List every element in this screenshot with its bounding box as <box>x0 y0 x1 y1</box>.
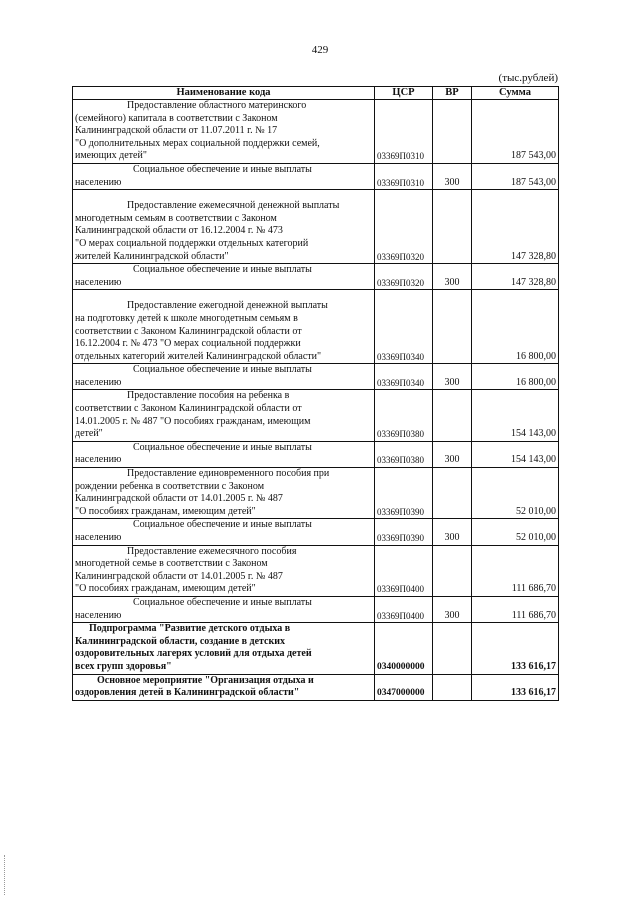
table-row <box>73 674 559 700</box>
row-name-line: Социальное обеспечение и иные выплаты <box>133 163 312 175</box>
row-name-first-line <box>75 442 372 455</box>
row-name-line: оздоровления детей в Калининградской области" <box>75 687 300 699</box>
row-name <box>73 190 375 264</box>
budget-table <box>72 86 559 701</box>
row-vr-code: 300 <box>433 163 472 189</box>
row-name-line: детей" <box>75 428 103 440</box>
row-sum: 111 686,70 <box>472 545 559 596</box>
table-row <box>73 100 559 164</box>
row-name-first-line <box>75 264 372 277</box>
row-name-line: Основное мероприятие "Организация отдыха и <box>97 674 314 686</box>
row-csr-code: 03369П0400 <box>375 545 433 596</box>
row-name-line: рождении ребенка в соответствии с Законом <box>75 480 265 492</box>
row-sum: 133 616,17 <box>472 623 559 674</box>
row-csr-code: 03369П0390 <box>375 519 433 545</box>
row-name <box>73 674 375 700</box>
row-name-line: Предоставление областного материнского <box>127 100 307 111</box>
row-name-line: многодетным семьям в соответствии с Законом <box>75 212 277 224</box>
row-name-line: отдельных категорий жителей Калининградской области" <box>75 350 322 362</box>
row-sum: 16 800,00 <box>472 290 559 364</box>
row-name-line: оздоровительных лагерях условий для отдыха детей <box>75 648 312 660</box>
row-name <box>73 264 375 290</box>
row-name <box>73 290 375 364</box>
row-name-line: Калининградской области от 14.01.2005 г. № 487 <box>75 570 283 582</box>
row-sum: 111 686,70 <box>472 596 559 622</box>
row-csr-code: 03369П0340 <box>375 364 433 390</box>
row-name <box>73 390 375 441</box>
row-name-first-line <box>75 623 372 636</box>
row-vr-code <box>433 468 472 519</box>
row-name-first-line <box>75 519 372 532</box>
row-name <box>73 468 375 519</box>
table-row <box>73 545 559 596</box>
row-name-line: Калининградской области от 14.01.2005 г. № 487 <box>75 493 283 505</box>
row-name-line: 16.12.2004 г. № 473 "О мерах социальной поддержки <box>75 338 301 350</box>
row-name <box>73 364 375 390</box>
table-row <box>73 468 559 519</box>
row-name-first-line <box>75 364 372 377</box>
row-vr-code: 300 <box>433 596 472 622</box>
row-name-line: Социальное обеспечение и иные выплаты <box>133 364 312 376</box>
units-label: (тыс.рублей) <box>498 72 558 84</box>
row-name-line <box>75 290 372 300</box>
row-name-line: (семейного) капитала в соответствии с Законом <box>75 112 278 124</box>
row-name-line: Социальное обеспечение и иные выплаты <box>133 596 312 608</box>
header-csr: ЦСР <box>375 87 433 100</box>
row-vr-code: 300 <box>433 264 472 290</box>
row-name-line: населению <box>75 276 122 288</box>
row-name-first-line <box>75 164 372 177</box>
row-name-line: "О пособиях гражданам, имеющим детей" <box>75 583 256 595</box>
row-name-line: Социальное обеспечение и иные выплаты <box>133 441 312 453</box>
row-name-line: Предоставление единовременного пособия при <box>127 468 330 480</box>
row-name-first-line <box>75 546 372 559</box>
row-name-line: Социальное обеспечение и иные выплаты <box>133 519 312 531</box>
row-csr-code: 03369П0340 <box>375 290 433 364</box>
row-vr-code <box>433 100 472 164</box>
row-name-line: Калининградской области от 11.07.2011 г. № 17 <box>75 125 278 137</box>
row-name-line: Подпрограмма "Развитие детского отдыха в <box>89 623 291 635</box>
row-sum: 147 328,80 <box>472 190 559 264</box>
margin-mark <box>4 855 6 895</box>
row-csr-code: 03369П0380 <box>375 390 433 441</box>
table-header-row <box>73 87 559 100</box>
row-name-line <box>75 190 372 200</box>
row-name-first-line <box>75 468 372 481</box>
row-name-line: "О пособиях гражданам, имеющим детей" <box>75 505 256 517</box>
row-name-line: Социальное обеспечение и иные выплаты <box>133 264 312 276</box>
row-name-line: имеющих детей" <box>75 150 147 162</box>
row-sum: 187 543,00 <box>472 100 559 164</box>
row-vr-code: 300 <box>433 519 472 545</box>
row-name <box>73 623 375 674</box>
row-sum: 52 010,00 <box>472 468 559 519</box>
row-csr-code: 03369П0310 <box>375 163 433 189</box>
row-name-line: населению <box>75 609 122 621</box>
row-csr-code: 03369П0310 <box>375 100 433 164</box>
row-name-line: соответствии с Законом Калининградской области от <box>75 325 302 337</box>
row-csr-code: 03369П0390 <box>375 468 433 519</box>
row-vr-code <box>433 623 472 674</box>
table-row <box>73 264 559 290</box>
table-row <box>73 190 559 264</box>
table-row <box>73 623 559 674</box>
row-csr-code: 03369П0320 <box>375 264 433 290</box>
row-name-line: Предоставление пособия на ребенка в <box>127 390 290 402</box>
row-sum: 133 616,17 <box>472 674 559 700</box>
row-name-line: Предоставление ежемесячного пособия <box>127 545 297 557</box>
row-name-first-line <box>75 390 372 403</box>
row-sum: 154 143,00 <box>472 441 559 467</box>
row-name-line: соответствии с Законом Калининградской области от <box>75 403 302 415</box>
row-name-line: Калининградской области от 16.12.2004 г. № 473 <box>75 225 283 237</box>
row-vr-code <box>433 674 472 700</box>
row-name <box>73 441 375 467</box>
row-name-line: на подготовку детей к школе многодетным семьям в <box>75 312 298 324</box>
row-name-line: населению <box>75 176 122 188</box>
row-name-first-line <box>75 675 372 688</box>
row-name-line: всех групп здоровья" <box>75 660 172 672</box>
row-sum: 16 800,00 <box>472 364 559 390</box>
header-vr: ВР <box>433 87 472 100</box>
row-name-line: жителей Калининградской области" <box>75 250 229 262</box>
row-name-line: населению <box>75 532 122 543</box>
table-row <box>73 163 559 189</box>
row-vr-code: 300 <box>433 364 472 390</box>
header-name: Наименование кода <box>73 87 375 100</box>
page-number: 429 <box>311 44 329 56</box>
row-csr-code: 03369П0400 <box>375 596 433 622</box>
row-name-first-line <box>75 200 372 213</box>
table-row <box>73 390 559 441</box>
row-csr-code: 0347000000 <box>375 674 433 700</box>
header-sum: Сумма <box>472 87 559 100</box>
row-csr-code: 0340000000 <box>375 623 433 674</box>
row-vr-code <box>433 545 472 596</box>
row-name-line: "О дополнительных мерах социальной поддержки семей, <box>75 137 320 149</box>
table-body <box>73 100 559 701</box>
row-vr-code <box>433 290 472 364</box>
row-name-line: Предоставление ежегодной денежной выплаты <box>127 300 328 312</box>
row-csr-code: 03369П0320 <box>375 190 433 264</box>
row-name <box>73 163 375 189</box>
row-name-line: "О мерах социальной поддержки отдельных категорий <box>75 237 309 249</box>
row-name-line: Калининградской области, создание в детских <box>75 635 286 647</box>
table-row <box>73 519 559 545</box>
table-row <box>73 596 559 622</box>
row-name-line: Предоставление ежемесячной денежной выплаты <box>127 200 340 212</box>
row-sum: 154 143,00 <box>472 390 559 441</box>
row-name-line: населению <box>75 376 122 388</box>
row-name <box>73 100 375 164</box>
row-vr-code <box>433 190 472 264</box>
row-sum: 187 543,00 <box>472 163 559 189</box>
row-csr-code: 03369П0380 <box>375 441 433 467</box>
row-name-first-line <box>75 597 372 610</box>
row-name <box>73 519 375 545</box>
row-name-line: населению <box>75 454 122 466</box>
table-row <box>73 290 559 364</box>
row-sum: 52 010,00 <box>472 519 559 545</box>
row-name-first-line <box>75 300 372 313</box>
table-row <box>73 364 559 390</box>
row-name-line: 14.01.2005 г. № 487 "О пособиях гражданам, имеющим <box>75 415 311 427</box>
table-row <box>73 441 559 467</box>
row-sum: 147 328,80 <box>472 264 559 290</box>
row-name <box>73 596 375 622</box>
row-vr-code <box>433 390 472 441</box>
row-vr-code: 300 <box>433 441 472 467</box>
row-name <box>73 545 375 596</box>
row-name-line: многодетной семье в соответствии с Законом <box>75 558 268 570</box>
row-name-first-line <box>75 100 372 113</box>
